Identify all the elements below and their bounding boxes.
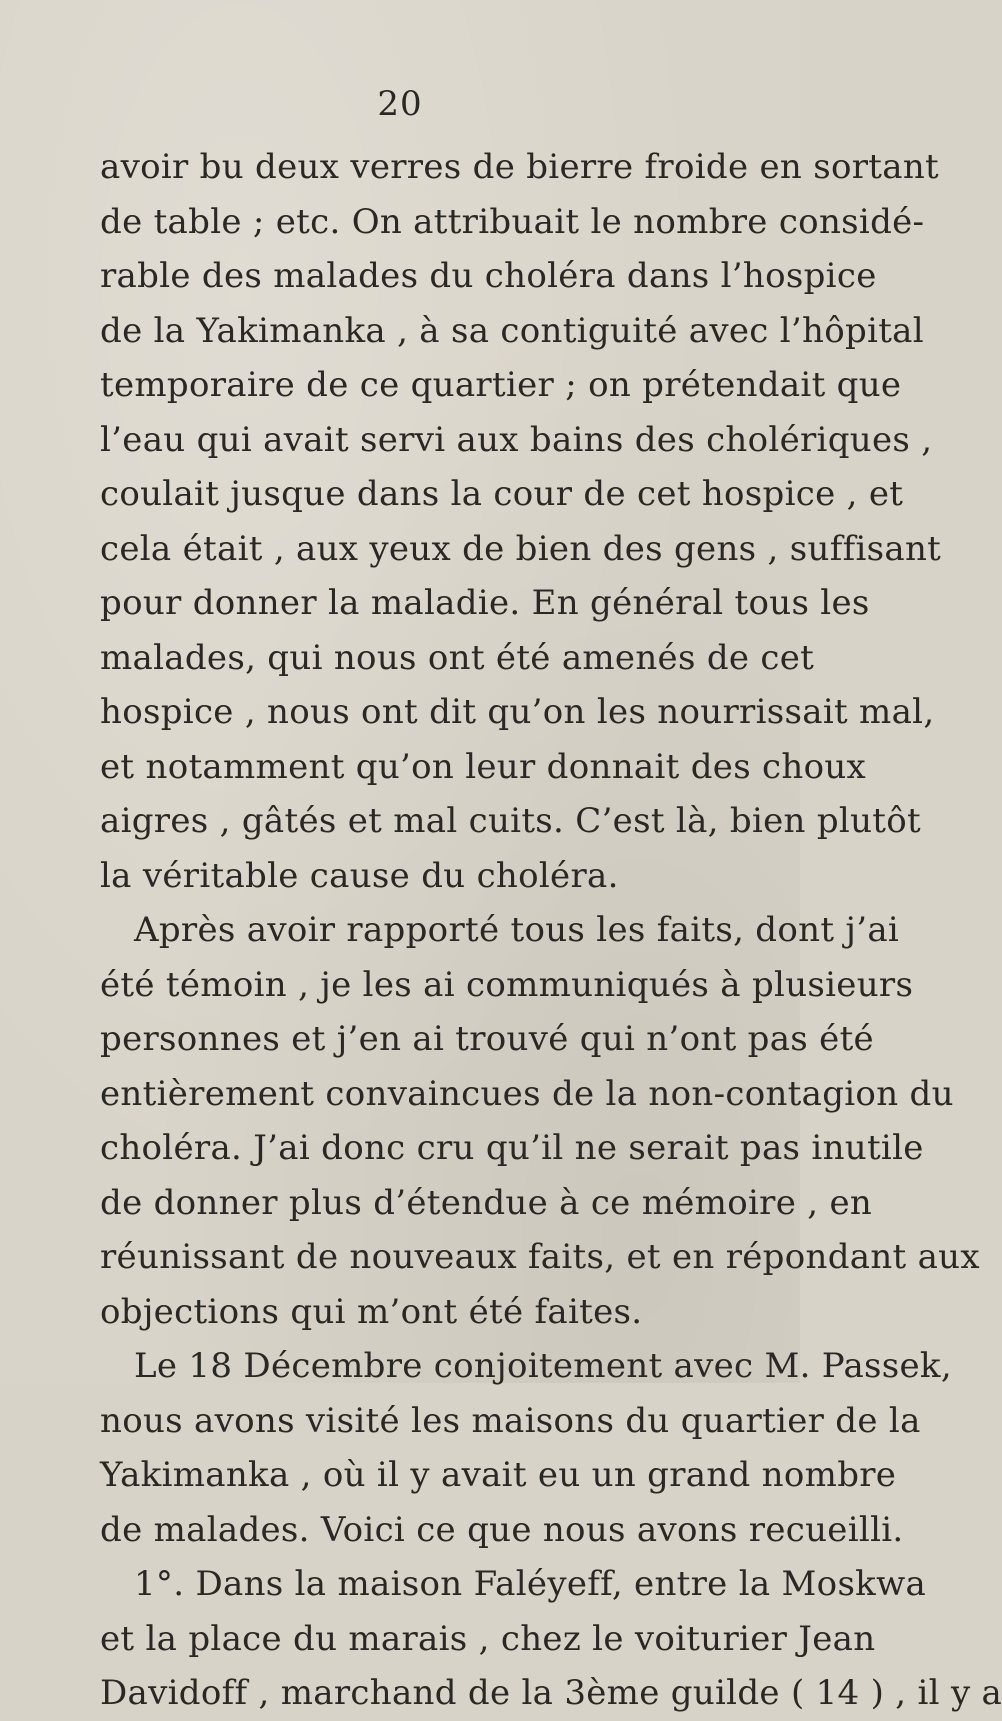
- text-line: et notamment qu’on leur donnait des choux: [100, 746, 867, 787]
- text-line: de donner plus d’étendue à ce mémoire , en: [100, 1182, 873, 1223]
- text-line: de la Yakimanka , à sa contiguité avec l’hôpital: [100, 310, 924, 351]
- text-line: Le 18 Décembre conjoitement avec M. Passek,: [134, 1346, 952, 1386]
- text-line: et la place du marais , chez le voiturier Jean: [100, 1618, 876, 1659]
- text-line: de malades. Voici ce que nous avons recueilli.: [100, 1509, 904, 1550]
- page-number: 20: [377, 84, 423, 124]
- text-line: temporaire de ce quartier ; on prétendait que: [100, 365, 902, 405]
- text-line: cela était , aux yeux de bien des gens , suffisant: [100, 528, 942, 569]
- text-line: objections qui m’ont été faites.: [100, 1291, 643, 1332]
- text-line: pour donner la maladie. En général tous les: [100, 583, 870, 623]
- text-line: nous avons visité les maisons du quartier de la: [100, 1400, 921, 1441]
- text-line: été témoin , je les ai communiqués à plusieurs: [100, 964, 914, 1005]
- text-line: la véritable cause du choléra.: [100, 855, 619, 896]
- text-line: entièrement convaincues de la non-contagion du: [100, 1073, 954, 1114]
- text-line: Davidoff , marchand de la 3ème guilde ( 14 ) , il y a: [100, 1673, 1002, 1713]
- text-line: avoir bu deux verres de bierre froide en sortant: [100, 147, 939, 187]
- text-line: malades, qui nous ont été amenés de cet: [100, 637, 815, 678]
- text-line: hospice , nous ont dit qu’on les nourrissait mal,: [100, 692, 935, 732]
- text-line: de table ; etc. On attribuait le nombre considé-: [100, 201, 925, 242]
- text-line: personnes et j’en ai trouvé qui n’ont pas été: [100, 1019, 874, 1059]
- text-line: l’eau qui avait servi aux bains des cholériques ,: [100, 419, 933, 460]
- text-line: aigres , gâtés et mal cuits. C’est là, bien plutôt: [100, 801, 921, 841]
- body-text: [100, 140, 1002, 1721]
- text-line: coulait jusque dans la cour de cet hospice , et: [100, 474, 904, 514]
- text-line: Après avoir rapporté tous les faits, dont j’ai: [134, 910, 900, 950]
- text-line: rable des malades du choléra dans l’hospice: [100, 256, 877, 296]
- text-line: choléra. J’ai donc cru qu’il ne serait pas inutile: [100, 1128, 924, 1168]
- text-line: Yakimanka , où il y avait eu un grand nombre: [100, 1455, 897, 1495]
- text-line: 1°. Dans la maison Faléyeff, entre la Moskwa: [134, 1564, 927, 1604]
- text-line: réunissant de nouveaux faits, et en répondant aux: [100, 1237, 980, 1277]
